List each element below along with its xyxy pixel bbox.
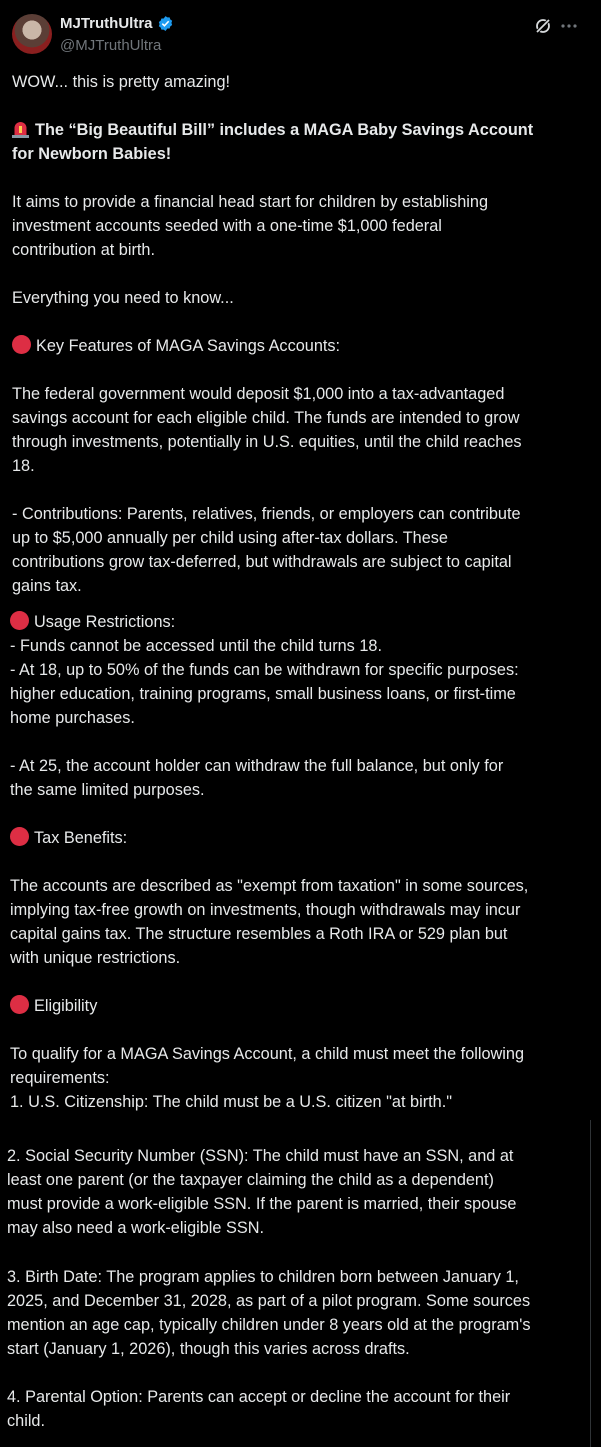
paragraph-line: - At 25, the account holder can withdraw the full balance, but only for: [10, 757, 504, 775]
paragraph-line: least one parent (or the taxpayer claiming the child as a dependent): [7, 1171, 494, 1189]
paragraph-line: must provide a work-eligible SSN. If the parent is married, their spouse: [7, 1195, 517, 1213]
paragraph-line: requirements:: [10, 1069, 110, 1087]
paragraph-line: - Funds cannot be accessed until the child turns 18.: [10, 637, 382, 655]
paragraph-line: 2025, and December 31, 2028, as part of a pilot program. Some sources: [7, 1292, 531, 1310]
paragraph-line: Everything you need to know...: [12, 289, 234, 307]
paragraph-line: start (January 1, 2026), though this varies across drafts.: [7, 1340, 410, 1358]
red-circle-icon: [10, 827, 29, 846]
paragraph-line: The accounts are described as "exempt from taxation" in some sources,: [10, 877, 529, 895]
paragraph-line: savings account for each eligible child. The funds are intended to grow: [12, 409, 520, 427]
section-heading-text: Tax Benefits:: [34, 829, 128, 847]
grok-icon[interactable]: [533, 16, 553, 36]
scroll-edge-divider: [590, 1120, 591, 1447]
headline-line: [12, 118, 533, 142]
verified-badge-icon[interactable]: [157, 15, 174, 32]
paragraph-line: The federal government would deposit $1,000 into a tax-advantaged: [12, 385, 505, 403]
paragraph-line: higher education, training programs, small business loans, or first-time: [10, 685, 516, 703]
paragraph-line: the same limited purposes.: [10, 781, 205, 799]
paragraph-line: contribution at birth.: [12, 241, 155, 259]
paragraph-line: - Contributions: Parents, relatives, friends, or employers can contribute: [12, 505, 521, 523]
post-header: [0, 0, 601, 66]
paragraph-line: may also need a work-eligible SSN.: [7, 1219, 265, 1237]
paragraph-line: To qualify for a MAGA Savings Account, a child must meet the following: [10, 1045, 525, 1063]
red-circle-icon: [10, 995, 29, 1014]
more-options-icon[interactable]: [559, 16, 579, 36]
headline-text-2: for Newborn Babies!: [12, 145, 172, 163]
paragraph-line: investment accounts seeded with a one-time $1,000 federal: [12, 217, 442, 235]
intro-line: WOW... this is pretty amazing!: [12, 73, 231, 91]
paragraph-line: child.: [7, 1412, 46, 1430]
rotating-light-icon: [12, 120, 29, 138]
red-circle-icon: [10, 611, 29, 630]
paragraph-line: with unique restrictions.: [10, 949, 181, 967]
section-heading-key-features: [12, 334, 340, 358]
paragraph-line: 2. Social Security Number (SSN): The child must have an SSN, and at: [7, 1147, 514, 1165]
paragraph-line: 4. Parental Option: Parents can accept or decline the account for their: [7, 1388, 511, 1406]
section-heading-text: Usage Restrictions:: [34, 613, 176, 631]
paragraph-line: capital gains tax. The structure resembles a Roth IRA or 529 plan but: [10, 925, 508, 943]
headline-text-1: The “Big Beautiful Bill” includes a MAGA Baby Savings Account: [35, 121, 534, 139]
paragraph-line: 1. U.S. Citizenship: The child must be a U.S. citizen "at birth.": [10, 1093, 452, 1111]
paragraph-line: up to $5,000 annually per child using after-tax dollars. These: [12, 529, 448, 547]
paragraph-line: It aims to provide a financial head start for children by establishing: [12, 193, 489, 211]
section-heading-text: Key Features of MAGA Savings Accounts:: [36, 337, 341, 355]
paragraph-line: 18.: [12, 457, 35, 475]
paragraph-line: through investments, potentially in U.S. equities, until the child reaches: [12, 433, 522, 451]
red-circle-icon: [12, 335, 31, 354]
section-heading-usage: [10, 610, 175, 634]
author-handle[interactable]: @MJTruthUltra: [60, 37, 162, 54]
section-heading-text: Eligibility: [34, 997, 98, 1015]
author-name-row: [60, 15, 174, 32]
section-heading-eligibility: [10, 994, 97, 1018]
paragraph-line: gains tax.: [12, 577, 82, 595]
author-display-name[interactable]: MJTruthUltra: [60, 15, 153, 32]
section-heading-tax: [10, 826, 127, 850]
avatar[interactable]: [12, 14, 52, 54]
paragraph-line: mention an age cap, typically children under 8 years old at the program's: [7, 1316, 531, 1334]
paragraph-line: 3. Birth Date: The program applies to children born between January 1,: [7, 1268, 519, 1286]
paragraph-line: - At 18, up to 50% of the funds can be withdrawn for specific purposes:: [10, 661, 519, 679]
paragraph-line: implying tax-free growth on investments, though withdrawals may incur: [10, 901, 521, 919]
paragraph-line: contributions grow tax-deferred, but withdrawals are subject to capital: [12, 553, 512, 571]
paragraph-line: home purchases.: [10, 709, 135, 727]
